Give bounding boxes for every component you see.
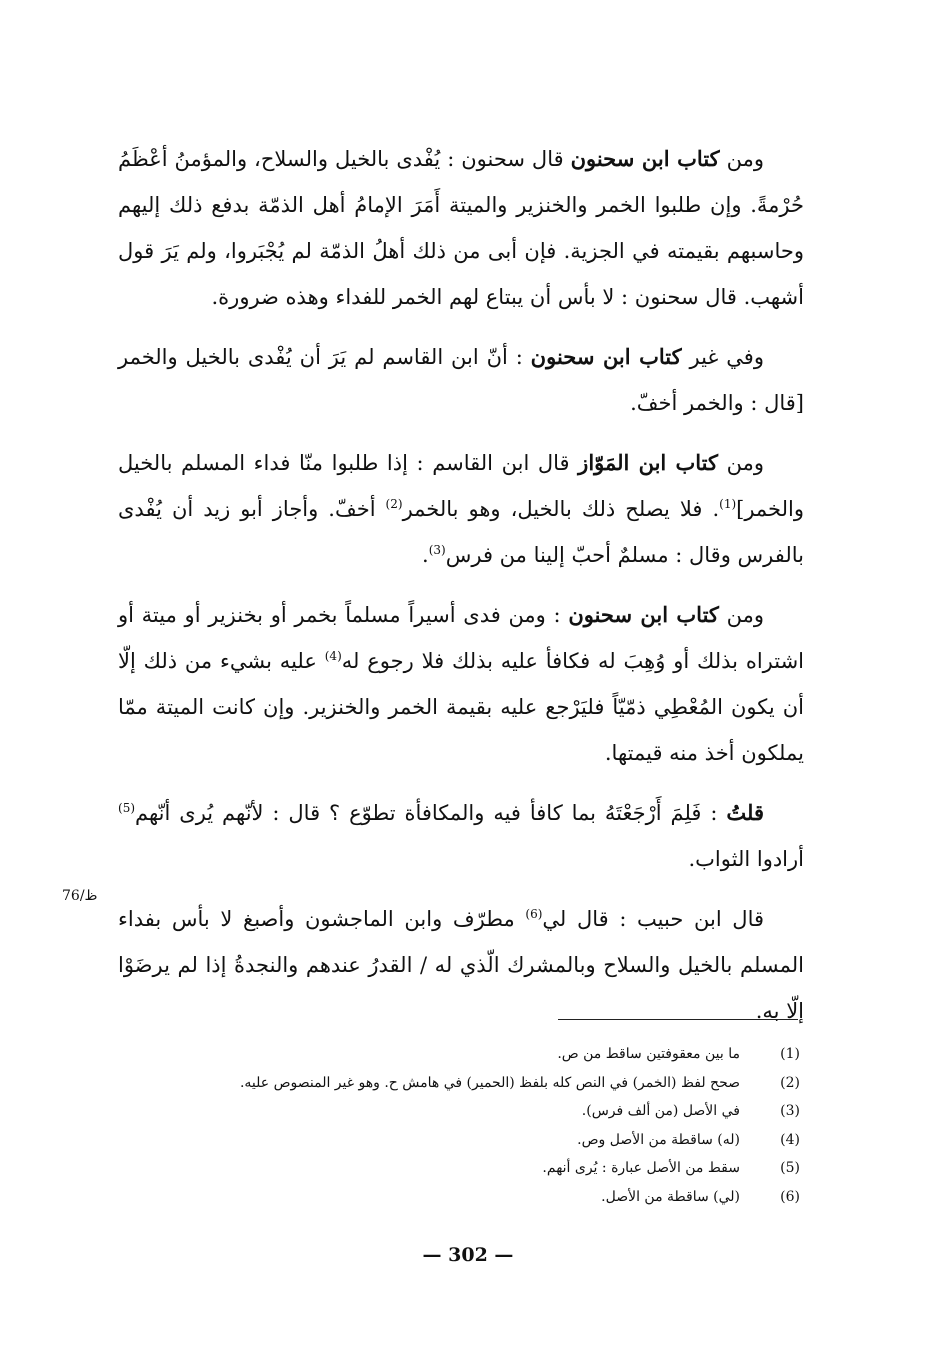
footnote-item bbox=[120, 1069, 800, 1098]
footnote-ref-5: (5) bbox=[118, 801, 136, 815]
p4-text-b: عليه بشيء من ذلك إلّا أن يكون المُعْطِي ذمّيّاً فليَرْجع عليه بقيمة الخمر والخنزير. وإن كانت الميتة ممّا يملكون أخذ منه قيمتها. bbox=[118, 649, 804, 765]
p4-text-a: : ومن فدى أسيراً مسلماً بخمر أو بخنزير أو ميتة أو اشتراه بذلك أو وُهِبَ له فكافأ عليه بذلك فلا رجوع له bbox=[118, 603, 805, 673]
p2-source-title: كتاب ابن سحنون bbox=[530, 344, 682, 369]
footnote-ref-4: (4) bbox=[324, 649, 342, 663]
paragraph-3 bbox=[118, 440, 804, 578]
footnote-text: صحح لفظ (الخمر) في النص كله بلفظ (الحمير) في هامش ح. وهو غير المنصوص عليه. bbox=[239, 1074, 740, 1091]
p5-qultu: قلتُ bbox=[726, 800, 764, 825]
footnote-text: في الأصل (من ألف فرس). bbox=[581, 1103, 740, 1119]
p1-lead: ومن bbox=[719, 147, 764, 171]
p6-text-a: قال ابن حبيب : قال لي bbox=[542, 907, 765, 931]
p3-text-c: أخفّ. وأجاز أبو زيد أن يُفْدى بالفرس وقال : مسلمٌ أحبّ إلينا من فرس bbox=[118, 497, 804, 567]
footnote-text: (له) ساقطة من الأصل وص. bbox=[577, 1131, 740, 1148]
footnote-item bbox=[120, 1154, 800, 1183]
paragraph-4 bbox=[118, 592, 804, 776]
paragraph-6 bbox=[118, 896, 804, 1034]
paragraph-1 bbox=[118, 136, 804, 320]
footnote-divider bbox=[558, 1019, 798, 1020]
p2-text: : أنّ ابن القاسم لم يَرَ أن يُفْدى بالخيل والخمر [قال : والخمر أخفّ. bbox=[118, 345, 804, 415]
paragraph-5 bbox=[118, 790, 804, 882]
p3-text-b: . فلا يصلح ذلك بالخيل، وهو بالخمر bbox=[402, 497, 720, 521]
footnote-text: ما بين معقوفتين ساقط من ص. bbox=[557, 1046, 740, 1062]
p3-text-d: . bbox=[422, 543, 429, 567]
footnotes bbox=[120, 1040, 800, 1211]
footnote-item bbox=[120, 1097, 800, 1126]
p3-lead: ومن bbox=[718, 451, 764, 475]
main-text bbox=[118, 136, 804, 1048]
page-number: — 302 — bbox=[422, 1244, 514, 1266]
p3-text-a: قال ابن القاسم : إذا طلبوا منّا فداء المسلم بالخيل والخمر] bbox=[118, 451, 804, 521]
p2-lead: وفي غير bbox=[681, 345, 764, 369]
p4-lead: ومن bbox=[718, 603, 764, 627]
footnote-number: (3) bbox=[780, 1103, 800, 1119]
footnote-ref-2: (2) bbox=[385, 497, 403, 511]
footnote-item bbox=[120, 1126, 800, 1155]
footnote-ref-6: (6) bbox=[525, 907, 543, 921]
footnote-item bbox=[120, 1040, 800, 1069]
footnote-item bbox=[120, 1183, 800, 1212]
p5-text-a: : فَلِمَ أَرْجَعْتَهُ بما كافأ فيه والمكافأة تطوّع ؟ قال : لأنّهم يُرى أنّهم bbox=[135, 801, 727, 825]
footnote-number: (2) bbox=[780, 1074, 800, 1091]
footnote-number: (4) bbox=[780, 1131, 800, 1148]
p6-text-b: مطرّف وابن الماجشون وأصبغ لا بأس بفداء المسلم بالخيل والسلاح وبالمشرك الّذي له / القدرُ عندهم والنجدةُ إذا لم يرضَوْا إلّا به. bbox=[118, 907, 804, 1023]
p4-source-title: كتاب ابن سحنون bbox=[568, 602, 719, 627]
footnote-ref-1: (1) bbox=[719, 497, 737, 511]
paragraph-2 bbox=[118, 334, 804, 426]
footnote-text: سقط من الأصل عبارة : يُرى أنهم. bbox=[542, 1160, 740, 1176]
footnote-ref-3: (3) bbox=[428, 543, 446, 557]
footnote-number: (1) bbox=[780, 1046, 800, 1062]
p3-source-title: كتاب ابن المَوّاز bbox=[578, 450, 719, 475]
footnote-text: (لي) ساقطة من الأصل. bbox=[601, 1188, 740, 1205]
p5-text-b: أرادوا الثواب. bbox=[688, 847, 804, 871]
footnote-number: (5) bbox=[780, 1160, 800, 1176]
p1-text: قال سحنون : يُفْدى بالخيل والسلاح، والمؤمنُ أعْظَمُ حُرْمةً. وإن طلبوا الخمر والخنزير والميتة أَمَرَ الإمامُ أهل الذمّة بدفع ذلك إليهم وحاسبهم بقيمته في الجزية. فإن أبى من ذلك أهلُ الذمّة لم يُجْبَروا، ولم يَرَ قول أشهب. قال سحنون : لا بأس أن يبتاع لهم الخمر للفداء وهذه ضرورة. bbox=[118, 147, 804, 309]
margin-folio-note: 76/ظ bbox=[62, 888, 98, 904]
p1-source-title: كتاب ابن سحنون bbox=[570, 146, 720, 171]
footnote-number: (6) bbox=[780, 1188, 800, 1205]
